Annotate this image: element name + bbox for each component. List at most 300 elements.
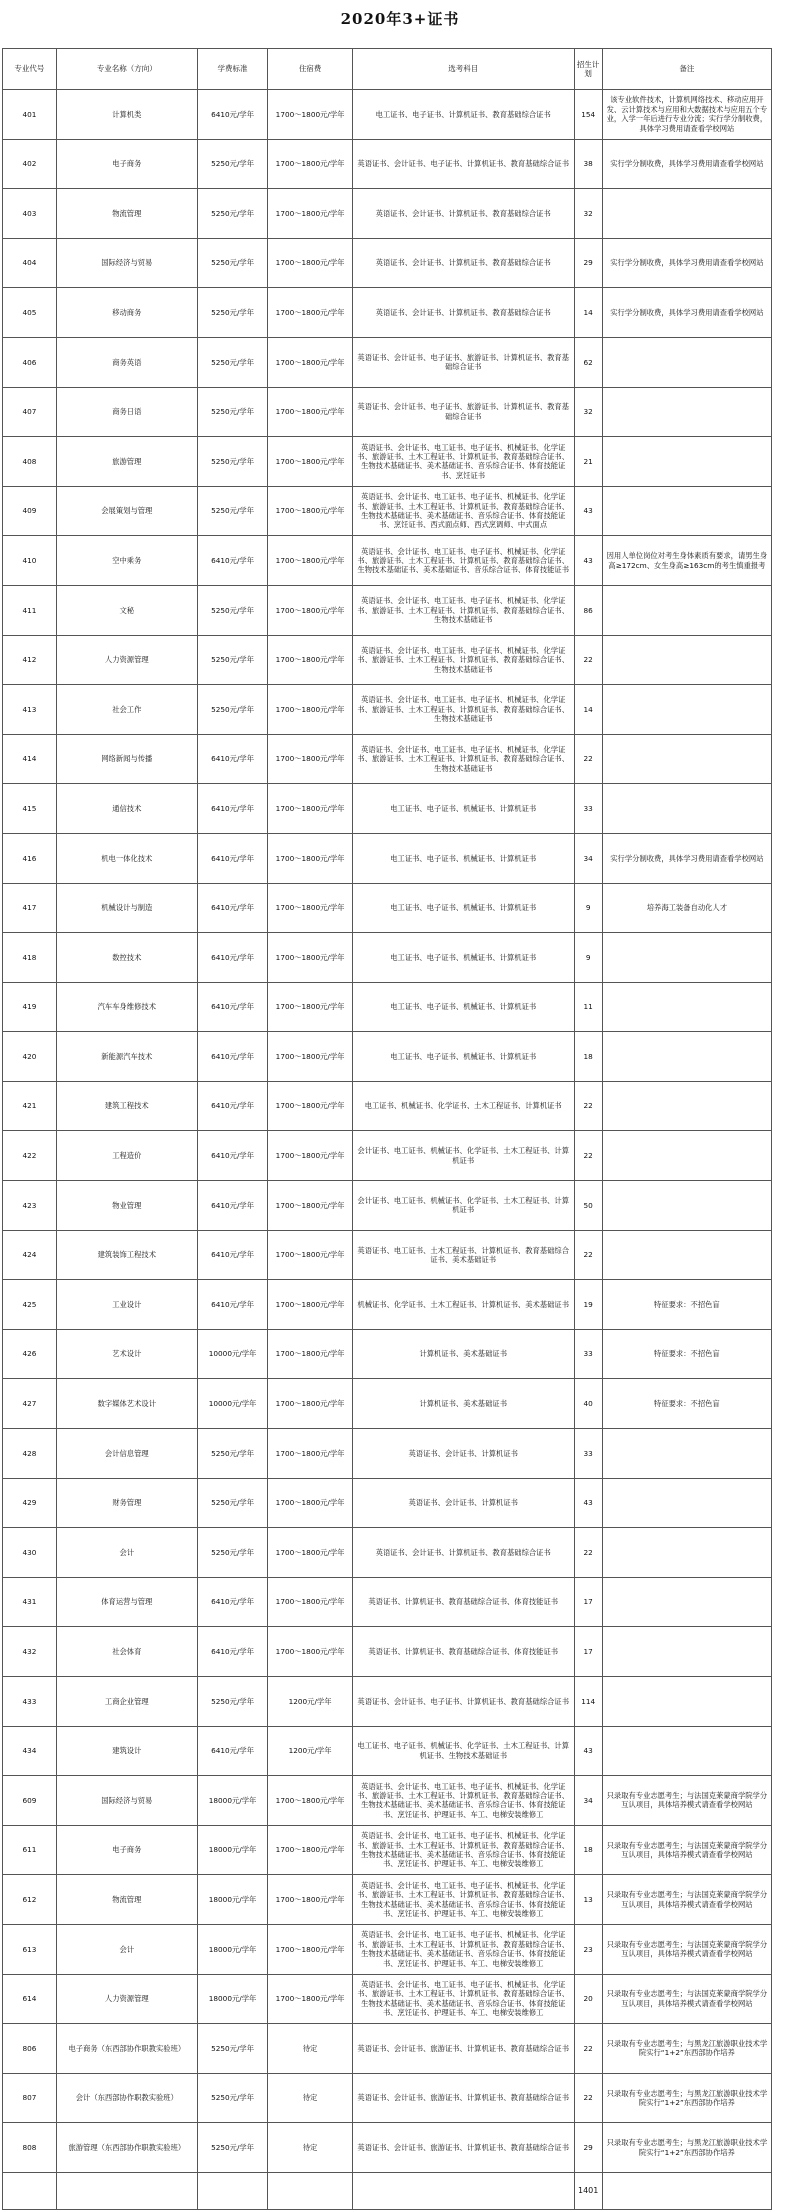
cell-fee: 5250元/学年 [197,387,267,437]
cell-subjects: 英语证书、会计证书、电工证书、电子证书、机械证书、化学证书、旅游证书、土木工程证书、计算机证书、教育基础综合证书、生物技术基础证书、美术基础证书、音乐综合证书、体育技能证书、烹饪证书、护理证书、车工、电梯安装维修工 [352,1974,574,2024]
cell-lodging: 1700～1800元/学年 [268,1429,353,1479]
cell-fee: 5250元/学年 [197,139,267,189]
cell-lodging: 1700～1800元/学年 [268,883,353,933]
cell-fee: 6410元/学年 [197,734,267,784]
cell-note: 只录取有专业志愿考生；与法国克莱蒙商学院学分互认项目，具体培养模式请查看学校网站 [602,1875,771,1925]
cell-code: 421 [3,1081,57,1131]
cell-code: 408 [3,437,57,487]
cell-fee: 5250元/学年 [197,585,267,635]
table-row [3,189,772,239]
cell-note [602,685,771,735]
table-row [3,2024,772,2074]
cell-subjects: 电工证书、电子证书、机械证书、计算机证书 [352,833,574,883]
cell-plan: 33 [574,784,602,834]
table-row [3,1726,772,1776]
cell-lodging: 1700～1800元/学年 [268,734,353,784]
cell-name: 机械设计与制造 [56,883,197,933]
table-row [3,1577,772,1627]
cell-note [602,1131,771,1181]
cell-code: 419 [3,982,57,1032]
cell-code: 433 [3,1677,57,1727]
cell-subjects: 英语证书、电工证书、土木工程证书、计算机证书、教育基础综合证书、美术基础证书 [352,1230,574,1280]
cell-name: 空中乘务 [56,536,197,586]
cell-code: 432 [3,1627,57,1677]
total-row [3,2172,772,2209]
cell-subjects: 英语证书、会计证书、电子证书、旅游证书、计算机证书、教育基础综合证书 [352,337,574,387]
cell-code: 418 [3,933,57,983]
cell-subjects: 会计证书、电工证书、机械证书、化学证书、土木工程证书、计算机证书 [352,1181,574,1231]
cell-plan: 20 [574,1974,602,2024]
cell-lodging: 待定 [268,2123,353,2173]
cell-plan: 17 [574,1577,602,1627]
cell-code: 431 [3,1577,57,1627]
cell-note: 只录取有专业志愿考生；与法国克莱蒙商学院学分互认项目，具体培养模式请查看学校网站 [602,1776,771,1826]
cell-fee: 6410元/学年 [197,1280,267,1330]
cell-plan: 22 [574,1131,602,1181]
cell-subjects: 电工证书、电子证书、机械证书、计算机证书 [352,883,574,933]
col-header-code: 专业代号 [3,49,57,90]
cell-subjects: 英语证书、计算机证书、教育基础综合证书、体育技能证书 [352,1577,574,1627]
cell-subjects: 机械证书、化学证书、土木工程证书、计算机证书、美术基础证书 [352,1280,574,1330]
cell-plan: 34 [574,1776,602,1826]
cell-lodging: 1700～1800元/学年 [268,1081,353,1131]
cell-name: 人力资源管理 [56,1974,197,2024]
cell-subjects: 电工证书、电子证书、计算机证书、教育基础综合证书 [352,90,574,140]
cell-code: 402 [3,139,57,189]
cell-subjects: 电工证书、机械证书、化学证书、土木工程证书、计算机证书 [352,1081,574,1131]
cell-fee: 5250元/学年 [197,238,267,288]
cell-lodging: 1700～1800元/学年 [268,437,353,487]
cell-fee: 5250元/学年 [197,685,267,735]
cell-plan: 40 [574,1379,602,1429]
cell-plan: 21 [574,437,602,487]
cell-name: 工业设计 [56,1280,197,1330]
cell-plan: 22 [574,734,602,784]
cell-code: 401 [3,90,57,140]
table-row [3,238,772,288]
cell-name: 建筑装饰工程技术 [56,1230,197,1280]
total-cell-empty [352,2172,574,2209]
cell-code: 613 [3,1924,57,1974]
cell-subjects: 计算机证书、美术基础证书 [352,1329,574,1379]
cell-name: 商务日语 [56,387,197,437]
table-row [3,288,772,338]
table-row [3,1677,772,1727]
cell-note [602,982,771,1032]
table-row [3,437,772,487]
cell-name: 建筑工程技术 [56,1081,197,1131]
cell-note [602,1528,771,1578]
cell-subjects: 英语证书、会计证书、旅游证书、计算机证书、教育基础综合证书 [352,2073,574,2123]
cell-lodging: 待定 [268,2024,353,2074]
cell-note [602,1429,771,1479]
cell-subjects: 英语证书、会计证书、电工证书、电子证书、机械证书、化学证书、旅游证书、土木工程证书、计算机证书、教育基础综合证书、生物技术基础证书、美术基础证书、音乐综合证书、体育技能证书、烹饪证书、护理证书、车工、电梯安装维修工 [352,1825,574,1875]
cell-lodging: 1700～1800元/学年 [268,784,353,834]
col-header-plan: 招生计划 [574,49,602,90]
table-row [3,1230,772,1280]
cell-fee: 18000元/学年 [197,1776,267,1826]
cell-note: 只录取有专业志愿考生；与黑龙江旅游职业技术学院实行“1+2”东西部协作培养 [602,2073,771,2123]
table-row [3,1924,772,1974]
cell-plan: 32 [574,189,602,239]
cell-name: 物业管理 [56,1181,197,1231]
cell-note [602,585,771,635]
cell-note [602,784,771,834]
cell-code: 434 [3,1726,57,1776]
table-row [3,933,772,983]
cell-subjects: 电工证书、电子证书、机械证书、计算机证书 [352,982,574,1032]
cell-fee: 6410元/学年 [197,833,267,883]
cell-subjects: 英语证书、会计证书、旅游证书、计算机证书、教育基础综合证书 [352,2123,574,2173]
cell-lodging: 1700～1800元/学年 [268,189,353,239]
cell-subjects: 英语证书、会计证书、电工证书、电子证书、机械证书、化学证书、旅游证书、土木工程证书、计算机证书、教育基础综合证书、生物技术基础证书、美术基础证书、音乐综合证书、体育技能证书 [352,536,574,586]
cell-code: 405 [3,288,57,338]
cell-lodging: 1700～1800元/学年 [268,1329,353,1379]
cell-name: 艺术设计 [56,1329,197,1379]
cell-fee: 5250元/学年 [197,486,267,536]
cell-note [602,1726,771,1776]
table-row [3,1627,772,1677]
cell-fee: 6410元/学年 [197,1726,267,1776]
table-row [3,1776,772,1826]
cell-fee: 6410元/学年 [197,784,267,834]
cell-code: 406 [3,337,57,387]
cell-lodging: 1200元/学年 [268,1726,353,1776]
cell-code: 420 [3,1032,57,1082]
table-row [3,1825,772,1875]
cell-fee: 6410元/学年 [197,982,267,1032]
cell-subjects: 计算机证书、美术基础证书 [352,1379,574,1429]
cell-plan: 29 [574,238,602,288]
cell-fee: 6410元/学年 [197,883,267,933]
cell-lodging: 待定 [268,2073,353,2123]
col-header-name: 专业名称（方向） [56,49,197,90]
cell-name: 会计 [56,1924,197,1974]
cell-plan: 114 [574,1677,602,1727]
cell-lodging: 1700～1800元/学年 [268,139,353,189]
cell-lodging: 1700～1800元/学年 [268,1230,353,1280]
cell-code: 410 [3,536,57,586]
cell-code: 404 [3,238,57,288]
cell-lodging: 1700～1800元/学年 [268,1379,353,1429]
cell-name: 会计（东西部协作职教实验班） [56,2073,197,2123]
cell-code: 429 [3,1478,57,1528]
cell-subjects: 英语证书、会计证书、电工证书、电子证书、机械证书、化学证书、旅游证书、土木工程证书、计算机证书、教育基础综合证书、生物技术基础证书、美术基础证书、音乐综合证书、体育技能证书、烹饪证书 [352,437,574,487]
cell-name: 社会体育 [56,1627,197,1677]
cell-code: 807 [3,2073,57,2123]
cell-subjects: 会计证书、电工证书、机械证书、化学证书、土木工程证书、计算机证书 [352,1131,574,1181]
cell-fee: 6410元/学年 [197,1577,267,1627]
cell-code: 414 [3,734,57,784]
cell-plan: 19 [574,1280,602,1330]
table-row [3,784,772,834]
cell-lodging: 1700～1800元/学年 [268,1478,353,1528]
total-cell-empty [602,2172,771,2209]
cell-code: 609 [3,1776,57,1826]
cell-fee: 6410元/学年 [197,1131,267,1181]
cell-subjects: 英语证书、会计证书、计算机证书、教育基础综合证书 [352,238,574,288]
cell-subjects: 电工证书、电子证书、机械证书、化学证书、土木工程证书、计算机证书、生物技术基础证书 [352,1726,574,1776]
cell-note: 实行学分制收费，具体学习费用请查看学校网站 [602,833,771,883]
cell-lodging: 1700～1800元/学年 [268,1131,353,1181]
cell-plan: 22 [574,2073,602,2123]
cell-subjects: 英语证书、会计证书、计算机证书 [352,1429,574,1479]
cell-plan: 50 [574,1181,602,1231]
table-row [3,536,772,586]
table-row [3,1528,772,1578]
cell-note [602,387,771,437]
cell-plan: 11 [574,982,602,1032]
cell-lodging: 1700～1800元/学年 [268,1974,353,2024]
cell-note [602,1677,771,1727]
cell-plan: 23 [574,1924,602,1974]
cell-note: 该专业软件技术，计算机网络技术、移动应用开发、云计算技术与应用和大数据技术与应用五个专业，入学一年后进行专业分流；实行学分制收费，具体学习费用请查看学校网站 [602,90,771,140]
cell-note: 特征要求：不招色盲 [602,1280,771,1330]
table-body [3,90,772,2173]
cell-fee: 5250元/学年 [197,337,267,387]
cell-lodging: 1700～1800元/学年 [268,337,353,387]
cell-fee: 6410元/学年 [197,933,267,983]
table-row [3,139,772,189]
cell-subjects: 电工证书、电子证书、机械证书、计算机证书 [352,784,574,834]
cell-name: 社会工作 [56,685,197,735]
cell-lodging: 1200元/学年 [268,1677,353,1727]
cell-code: 808 [3,2123,57,2173]
cell-code: 417 [3,883,57,933]
cell-plan: 29 [574,2123,602,2173]
cell-code: 426 [3,1329,57,1379]
cell-code: 407 [3,387,57,437]
cell-code: 415 [3,784,57,834]
table-row [3,1280,772,1330]
cell-plan: 154 [574,90,602,140]
cell-name: 会计 [56,1528,197,1578]
cell-note [602,635,771,685]
cell-plan: 22 [574,1528,602,1578]
cell-fee: 5250元/学年 [197,2073,267,2123]
table-row [3,833,772,883]
cell-fee: 5250元/学年 [197,635,267,685]
cell-note [602,1081,771,1131]
enrollment-table [2,48,772,2210]
cell-note: 只录取有专业志愿考生；与法国克莱蒙商学院学分互认项目，具体培养模式请查看学校网站 [602,1924,771,1974]
cell-fee: 6410元/学年 [197,1230,267,1280]
cell-subjects: 英语证书、会计证书、计算机证书、教育基础综合证书 [352,1528,574,1578]
cell-lodging: 1700～1800元/学年 [268,1577,353,1627]
cell-note: 只录取有专业志愿考生；与法国克莱蒙商学院学分互认项目，具体培养模式请查看学校网站 [602,1825,771,1875]
cell-subjects: 英语证书、计算机证书、教育基础综合证书、体育技能证书 [352,1627,574,1677]
header-row [3,49,772,90]
cell-note: 培养海工装备自动化人才 [602,883,771,933]
cell-fee: 10000元/学年 [197,1329,267,1379]
cell-lodging: 1700～1800元/学年 [268,387,353,437]
cell-code: 409 [3,486,57,536]
cell-plan: 34 [574,833,602,883]
cell-code: 614 [3,1974,57,2024]
cell-plan: 9 [574,933,602,983]
cell-subjects: 英语证书、会计证书、计算机证书、教育基础综合证书 [352,288,574,338]
cell-code: 416 [3,833,57,883]
cell-subjects: 英语证书、会计证书、计算机证书、教育基础综合证书 [352,189,574,239]
cell-fee: 6410元/学年 [197,90,267,140]
table-row [3,1032,772,1082]
cell-subjects: 英语证书、会计证书、计算机证书 [352,1478,574,1528]
cell-code: 612 [3,1875,57,1925]
table-row [3,1974,772,2024]
table-row [3,1478,772,1528]
cell-subjects: 英语证书、会计证书、电子证书、计算机证书、教育基础综合证书 [352,1677,574,1727]
cell-name: 旅游管理 [56,437,197,487]
cell-subjects: 英语证书、会计证书、电工证书、电子证书、机械证书、化学证书、旅游证书、土木工程证书、计算机证书、教育基础综合证书、生物技术基础证书 [352,585,574,635]
cell-plan: 22 [574,1081,602,1131]
cell-name: 商务英语 [56,337,197,387]
cell-name: 网络新闻与传播 [56,734,197,784]
cell-code: 428 [3,1429,57,1479]
cell-fee: 5250元/学年 [197,1478,267,1528]
cell-plan: 43 [574,1726,602,1776]
cell-fee: 5250元/学年 [197,437,267,487]
page-title: 2020年3+证书 [340,10,460,28]
cell-lodging: 1700～1800元/学年 [268,635,353,685]
cell-code: 413 [3,685,57,735]
cell-note [602,337,771,387]
cell-lodging: 1700～1800元/学年 [268,238,353,288]
table-row [3,90,772,140]
table-row [3,1081,772,1131]
cell-code: 430 [3,1528,57,1578]
table-row [3,486,772,536]
table-row [3,1875,772,1925]
cell-fee: 6410元/学年 [197,1181,267,1231]
cell-subjects: 电工证书、电子证书、机械证书、计算机证书 [352,1032,574,1082]
cell-lodging: 1700～1800元/学年 [268,90,353,140]
cell-lodging: 1700～1800元/学年 [268,833,353,883]
cell-code: 403 [3,189,57,239]
cell-name: 机电一体化技术 [56,833,197,883]
cell-fee: 5250元/学年 [197,1528,267,1578]
cell-fee: 6410元/学年 [197,536,267,586]
cell-note [602,1230,771,1280]
cell-name: 人力资源管理 [56,635,197,685]
cell-subjects: 英语证书、会计证书、电工证书、电子证书、机械证书、化学证书、旅游证书、土木工程证书、计算机证书、教育基础综合证书、生物技术基础证书 [352,734,574,784]
cell-name: 建筑设计 [56,1726,197,1776]
cell-name: 电子商务（东西部协作职教实验班） [56,2024,197,2074]
cell-plan: 13 [574,1875,602,1925]
cell-fee: 6410元/学年 [197,1627,267,1677]
cell-plan: 22 [574,635,602,685]
cell-name: 国际经济与贸易 [56,1776,197,1826]
col-header-lodging: 住宿费 [268,49,353,90]
cell-note [602,734,771,784]
cell-lodging: 1700～1800元/学年 [268,1032,353,1082]
total-cell-empty [3,2172,57,2209]
cell-lodging: 1700～1800元/学年 [268,933,353,983]
table-row [3,2123,772,2173]
cell-fee: 5250元/学年 [197,1429,267,1479]
table-row [3,585,772,635]
table-row [3,685,772,735]
cell-code: 412 [3,635,57,685]
cell-code: 425 [3,1280,57,1330]
cell-plan: 17 [574,1627,602,1677]
cell-note: 只录取有专业志愿考生；与法国克莱蒙商学院学分互认项目，具体培养模式请查看学校网站 [602,1974,771,2024]
cell-fee: 5250元/学年 [197,2123,267,2173]
cell-plan: 18 [574,1032,602,1082]
cell-plan: 43 [574,536,602,586]
cell-lodging: 1700～1800元/学年 [268,1776,353,1826]
cell-plan: 18 [574,1825,602,1875]
cell-name: 数字媒体艺术设计 [56,1379,197,1429]
cell-note [602,437,771,487]
cell-code: 806 [3,2024,57,2074]
cell-name: 计算机类 [56,90,197,140]
table-row [3,1131,772,1181]
cell-plan: 43 [574,486,602,536]
col-header-subjects: 选考科目 [352,49,574,90]
cell-plan: 43 [574,1478,602,1528]
total-plan: 1401 [574,2172,602,2209]
cell-name: 财务管理 [56,1478,197,1528]
cell-note: 实行学分制收费，具体学习费用请查看学校网站 [602,139,771,189]
cell-subjects: 英语证书、会计证书、电工证书、电子证书、机械证书、化学证书、旅游证书、土木工程证书、计算机证书、教育基础综合证书、生物技术基础证书 [352,635,574,685]
cell-name: 物流管理 [56,189,197,239]
table-row [3,883,772,933]
cell-name: 工商企业管理 [56,1677,197,1727]
cell-name: 会计信息管理 [56,1429,197,1479]
cell-lodging: 1700～1800元/学年 [268,1825,353,1875]
cell-plan: 9 [574,883,602,933]
cell-fee: 18000元/学年 [197,1974,267,2024]
cell-name: 移动商务 [56,288,197,338]
cell-fee: 5250元/学年 [197,1677,267,1727]
cell-subjects: 英语证书、会计证书、旅游证书、计算机证书、教育基础综合证书 [352,2024,574,2074]
cell-plan: 14 [574,685,602,735]
cell-name: 数控技术 [56,933,197,983]
table-row [3,1379,772,1429]
cell-name: 物流管理 [56,1875,197,1925]
cell-subjects: 英语证书、会计证书、电子证书、计算机证书、教育基础综合证书 [352,139,574,189]
cell-code: 427 [3,1379,57,1429]
cell-name: 旅游管理（东西部协作职教实验班） [56,2123,197,2173]
cell-lodging: 1700～1800元/学年 [268,1924,353,1974]
cell-plan: 22 [574,1230,602,1280]
cell-fee: 18000元/学年 [197,1924,267,1974]
cell-note [602,1478,771,1528]
cell-code: 422 [3,1131,57,1181]
total-cell-empty [268,2172,353,2209]
cell-plan: 33 [574,1429,602,1479]
cell-note [602,486,771,536]
cell-subjects: 英语证书、会计证书、电工证书、电子证书、机械证书、化学证书、旅游证书、土木工程证书、计算机证书、教育基础综合证书、生物技术基础证书、美术基础证书、音乐综合证书、体育技能证书、烹饪证书、护理证书、车工、电梯安装维修工 [352,1776,574,1826]
cell-code: 424 [3,1230,57,1280]
table-row [3,982,772,1032]
cell-lodging: 1700～1800元/学年 [268,1875,353,1925]
col-header-fee: 学费标准 [197,49,267,90]
cell-plan: 14 [574,288,602,338]
cell-name: 文秘 [56,585,197,635]
cell-name: 工程造价 [56,1131,197,1181]
cell-name: 电子商务 [56,139,197,189]
cell-name: 国际经济与贸易 [56,238,197,288]
cell-fee: 5250元/学年 [197,2024,267,2074]
cell-name: 新能源汽车技术 [56,1032,197,1082]
cell-lodging: 1700～1800元/学年 [268,685,353,735]
total-cell-empty [56,2172,197,2209]
cell-lodging: 1700～1800元/学年 [268,982,353,1032]
cell-lodging: 1700～1800元/学年 [268,1181,353,1231]
cell-subjects: 英语证书、会计证书、电工证书、电子证书、机械证书、化学证书、旅游证书、土木工程证书、计算机证书、教育基础综合证书、生物技术基础证书、美术基础证书、音乐综合证书、体育技能证书、烹饪证书、西式面点师、西式烹调师、中式面点 [352,486,574,536]
cell-lodging: 1700～1800元/学年 [268,1627,353,1677]
